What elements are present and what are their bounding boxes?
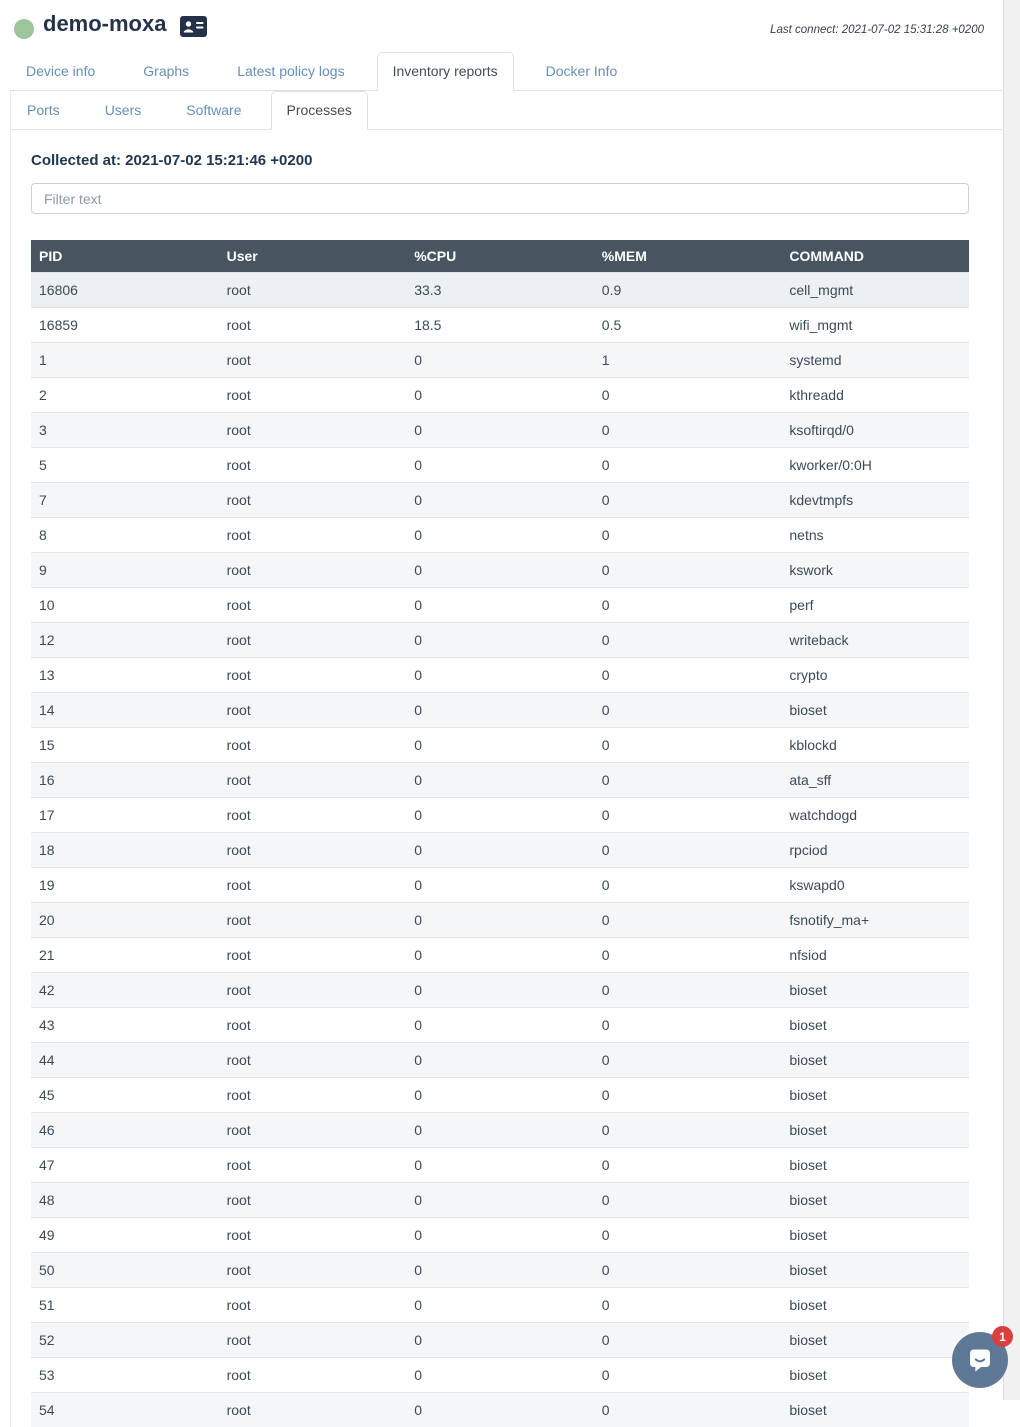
cell-user: root [219, 1323, 407, 1358]
cell--mem: 0.9 [594, 273, 782, 308]
column-header-command: COMMAND [781, 240, 969, 273]
cell-pid: 3 [31, 413, 219, 448]
cell--cpu: 0 [406, 413, 594, 448]
cell-command: bioset [781, 1008, 969, 1043]
chat-bubble-icon [966, 1346, 994, 1374]
cell--cpu: 0 [406, 588, 594, 623]
cell--cpu: 0 [406, 553, 594, 588]
cell-pid: 13 [31, 658, 219, 693]
table-row[interactable] [31, 308, 969, 343]
cell-user: root [219, 833, 407, 868]
cell-pid: 44 [31, 1043, 219, 1078]
cell--cpu: 0 [406, 1043, 594, 1078]
device-page [10, 0, 1002, 1427]
tab-device-info[interactable]: Device info [10, 52, 111, 91]
cell--mem: 0 [594, 553, 782, 588]
cell-user: root [219, 308, 407, 343]
cell-command: writeback [781, 623, 969, 658]
cell-command: bioset [781, 1218, 969, 1253]
cell-pid: 8 [31, 518, 219, 553]
cell-user: root [219, 378, 407, 413]
table-row[interactable] [31, 1043, 969, 1078]
table-row[interactable] [31, 1323, 969, 1358]
cell-user: root [219, 1183, 407, 1218]
cell--mem: 0 [594, 518, 782, 553]
cell-command: bioset [781, 1393, 969, 1427]
cell-user: root [219, 588, 407, 623]
cell-pid: 51 [31, 1288, 219, 1323]
cell--cpu: 0 [406, 1008, 594, 1043]
cell-command: perf [781, 588, 969, 623]
cell--mem: 0.5 [594, 308, 782, 343]
tab-latest-policy-logs[interactable]: Latest policy logs [221, 52, 360, 91]
cell--cpu: 0 [406, 938, 594, 973]
subtab-ports[interactable]: Ports [11, 91, 76, 130]
cell--cpu: 0 [406, 658, 594, 693]
subtab-processes[interactable]: Processes [271, 91, 368, 130]
cell--mem: 0 [594, 798, 782, 833]
table-row[interactable] [31, 623, 969, 658]
cell--cpu: 0 [406, 1113, 594, 1148]
table-row[interactable] [31, 1113, 969, 1148]
cell-pid: 2 [31, 378, 219, 413]
cell--cpu: 0 [406, 1288, 594, 1323]
table-row[interactable] [31, 833, 969, 868]
cell-command: cell_mgmt [781, 273, 969, 308]
process-table [31, 240, 969, 1427]
main-tab-bar [10, 52, 1002, 91]
cell-pid: 21 [31, 938, 219, 973]
cell--cpu: 0 [406, 973, 594, 1008]
chat-widget-button[interactable] [952, 1332, 1008, 1388]
cell--cpu: 0 [406, 693, 594, 728]
cell--mem: 0 [594, 973, 782, 1008]
cell-pid: 7 [31, 483, 219, 518]
cell--cpu: 33.3 [406, 273, 594, 308]
cell-pid: 15 [31, 728, 219, 763]
cell--mem: 0 [594, 903, 782, 938]
cell-command: rpciod [781, 833, 969, 868]
tab-graphs[interactable]: Graphs [127, 52, 205, 91]
cell--cpu: 0 [406, 343, 594, 378]
cell--mem: 0 [594, 1183, 782, 1218]
cell-pid: 12 [31, 623, 219, 658]
table-row[interactable] [31, 518, 969, 553]
cell-user: root [219, 728, 407, 763]
tab-inventory-reports[interactable]: Inventory reports [377, 52, 514, 91]
cell-command: bioset [781, 1183, 969, 1218]
sub-tab-bar [11, 91, 1002, 130]
cell-command: kswork [781, 553, 969, 588]
table-row[interactable] [31, 1393, 969, 1427]
process-table-header [31, 240, 969, 273]
cell-pid: 50 [31, 1253, 219, 1288]
cell-user: root [219, 1148, 407, 1183]
cell--mem: 0 [594, 693, 782, 728]
cell--cpu: 18.5 [406, 308, 594, 343]
column-header--cpu: %CPU [406, 240, 594, 273]
cell--mem: 0 [594, 1008, 782, 1043]
cell--cpu: 0 [406, 763, 594, 798]
cell--cpu: 0 [406, 798, 594, 833]
table-row[interactable] [31, 798, 969, 833]
cell-pid: 1 [31, 343, 219, 378]
cell-pid: 54 [31, 1393, 219, 1427]
cell-user: root [219, 518, 407, 553]
cell-user: root [219, 693, 407, 728]
table-row[interactable] [31, 413, 969, 448]
device-status-dot [14, 19, 34, 39]
cell-pid: 42 [31, 973, 219, 1008]
cell-user: root [219, 1253, 407, 1288]
cell-command: systemd [781, 343, 969, 378]
filter-input[interactable] [31, 183, 969, 214]
cell-user: root [219, 1043, 407, 1078]
cell--mem: 0 [594, 588, 782, 623]
cell--cpu: 0 [406, 903, 594, 938]
table-row[interactable] [31, 1358, 969, 1393]
cell--mem: 0 [594, 1043, 782, 1078]
cell-command: kswapd0 [781, 868, 969, 903]
table-row[interactable] [31, 763, 969, 798]
cell--cpu: 0 [406, 518, 594, 553]
cell--mem: 0 [594, 1288, 782, 1323]
cell-pid: 47 [31, 1148, 219, 1183]
cell-pid: 18 [31, 833, 219, 868]
scrollbar-track[interactable] [1003, 0, 1020, 1400]
table-row[interactable] [31, 1008, 969, 1043]
cell-user: root [219, 1288, 407, 1323]
cell-command: ksoftirqd/0 [781, 413, 969, 448]
cell-pid: 46 [31, 1113, 219, 1148]
column-header--mem: %MEM [594, 240, 782, 273]
cell-pid: 53 [31, 1358, 219, 1393]
cell--cpu: 0 [406, 1253, 594, 1288]
cell--mem: 0 [594, 658, 782, 693]
cell--mem: 0 [594, 868, 782, 903]
cell--mem: 0 [594, 448, 782, 483]
cell-user: root [219, 553, 407, 588]
cell--cpu: 0 [406, 1323, 594, 1358]
cell-user: root [219, 483, 407, 518]
cell-user: root [219, 938, 407, 973]
cell-user: root [219, 413, 407, 448]
cell-command: bioset [781, 973, 969, 1008]
cell--cpu: 0 [406, 728, 594, 763]
cell--mem: 0 [594, 483, 782, 518]
cell-pid: 43 [31, 1008, 219, 1043]
cell-command: netns [781, 518, 969, 553]
column-header-pid: PID [31, 240, 219, 273]
cell-command: fsnotify_ma+ [781, 903, 969, 938]
cell--mem: 0 [594, 623, 782, 658]
cell-user: root [219, 623, 407, 658]
cell--cpu: 0 [406, 483, 594, 518]
table-row[interactable] [31, 693, 969, 728]
table-row[interactable] [31, 728, 969, 763]
subtab-software[interactable]: Software [170, 91, 257, 130]
table-row[interactable] [31, 1218, 969, 1253]
cell-pid: 16859 [31, 308, 219, 343]
cell-pid: 45 [31, 1078, 219, 1113]
cell-user: root [219, 798, 407, 833]
cell--mem: 0 [594, 1113, 782, 1148]
cell-user: root [219, 903, 407, 938]
cell-user: root [219, 868, 407, 903]
cell--cpu: 0 [406, 623, 594, 658]
cell-pid: 17 [31, 798, 219, 833]
table-row[interactable] [31, 553, 969, 588]
collected-at-label: Collected at: 2021-07-02 15:21:46 +0200 [31, 152, 982, 169]
cell--mem: 0 [594, 1358, 782, 1393]
cell--cpu: 0 [406, 868, 594, 903]
cell-pid: 14 [31, 693, 219, 728]
cell-user: root [219, 273, 407, 308]
cell-command: kdevtmpfs [781, 483, 969, 518]
cell-command: ata_sff [781, 763, 969, 798]
cell-command: bioset [781, 1323, 969, 1358]
tab-docker-info[interactable]: Docker Info [530, 52, 634, 91]
table-row[interactable] [31, 588, 969, 623]
cell-user: root [219, 1393, 407, 1427]
cell-pid: 16 [31, 763, 219, 798]
address-card-icon[interactable] [180, 16, 207, 37]
cell-command: bioset [781, 693, 969, 728]
table-row[interactable] [31, 483, 969, 518]
cell-pid: 49 [31, 1218, 219, 1253]
inventory-reports-panel [10, 91, 1002, 1427]
cell-command: nfsiod [781, 938, 969, 973]
cell--mem: 0 [594, 1148, 782, 1183]
table-row[interactable] [31, 1253, 969, 1288]
cell-user: root [219, 973, 407, 1008]
cell--cpu: 0 [406, 1183, 594, 1218]
cell--mem: 0 [594, 938, 782, 973]
cell-command: bioset [781, 1253, 969, 1288]
cell--mem: 1 [594, 343, 782, 378]
cell-command: bioset [781, 1078, 969, 1113]
cell--cpu: 0 [406, 1078, 594, 1113]
last-connect-label: Last connect: 2021-07-02 15:31:28 +0200 [770, 24, 984, 36]
table-row[interactable] [31, 273, 969, 308]
cell--cpu: 0 [406, 1218, 594, 1253]
cell--mem: 0 [594, 763, 782, 798]
cell--cpu: 0 [406, 378, 594, 413]
page-header [10, 0, 1002, 52]
cell-command: bioset [781, 1148, 969, 1183]
table-row[interactable] [31, 658, 969, 693]
cell-command: bioset [781, 1043, 969, 1078]
cell-command: watchdogd [781, 798, 969, 833]
cell--cpu: 0 [406, 1358, 594, 1393]
table-row[interactable] [31, 973, 969, 1008]
chat-notification-badge: 1 [992, 1326, 1013, 1347]
cell--mem: 0 [594, 833, 782, 868]
cell--mem: 0 [594, 1218, 782, 1253]
cell--mem: 0 [594, 1253, 782, 1288]
page-title: demo-moxa [43, 11, 166, 37]
table-row[interactable] [31, 1288, 969, 1323]
table-row[interactable] [31, 1078, 969, 1113]
cell-command: bioset [781, 1288, 969, 1323]
cell-pid: 16806 [31, 273, 219, 308]
cell-pid: 48 [31, 1183, 219, 1218]
cell-user: root [219, 1078, 407, 1113]
cell-pid: 52 [31, 1323, 219, 1358]
table-row[interactable] [31, 868, 969, 903]
table-row[interactable] [31, 1183, 969, 1218]
cell--cpu: 0 [406, 1393, 594, 1427]
cell-pid: 20 [31, 903, 219, 938]
cell-pid: 19 [31, 868, 219, 903]
cell-user: root [219, 1008, 407, 1043]
cell-command: crypto [781, 658, 969, 693]
cell--mem: 0 [594, 1323, 782, 1358]
column-header-user: User [219, 240, 407, 273]
cell--cpu: 0 [406, 1148, 594, 1183]
table-row[interactable] [31, 448, 969, 483]
cell-user: root [219, 1218, 407, 1253]
cell--mem: 0 [594, 413, 782, 448]
cell-user: root [219, 448, 407, 483]
subtab-users[interactable]: Users [89, 91, 158, 130]
cell-pid: 5 [31, 448, 219, 483]
cell-user: root [219, 658, 407, 693]
cell--mem: 0 [594, 378, 782, 413]
cell-pid: 10 [31, 588, 219, 623]
cell--mem: 0 [594, 1078, 782, 1113]
cell-command: kworker/0:0H [781, 448, 969, 483]
cell-command: bioset [781, 1113, 969, 1148]
cell--cpu: 0 [406, 833, 594, 868]
table-row[interactable] [31, 1148, 969, 1183]
cell-command: bioset [781, 1358, 969, 1393]
cell-command: kthreadd [781, 378, 969, 413]
table-row[interactable] [31, 378, 969, 413]
table-row[interactable] [31, 938, 969, 973]
cell-command: kblockd [781, 728, 969, 763]
cell-user: root [219, 343, 407, 378]
cell-user: root [219, 1113, 407, 1148]
table-row[interactable] [31, 343, 969, 378]
cell--mem: 0 [594, 1393, 782, 1427]
table-row[interactable] [31, 903, 969, 938]
cell-pid: 9 [31, 553, 219, 588]
cell--cpu: 0 [406, 448, 594, 483]
cell-command: wifi_mgmt [781, 308, 969, 343]
cell--mem: 0 [594, 728, 782, 763]
cell-user: root [219, 763, 407, 798]
cell-user: root [219, 1358, 407, 1393]
